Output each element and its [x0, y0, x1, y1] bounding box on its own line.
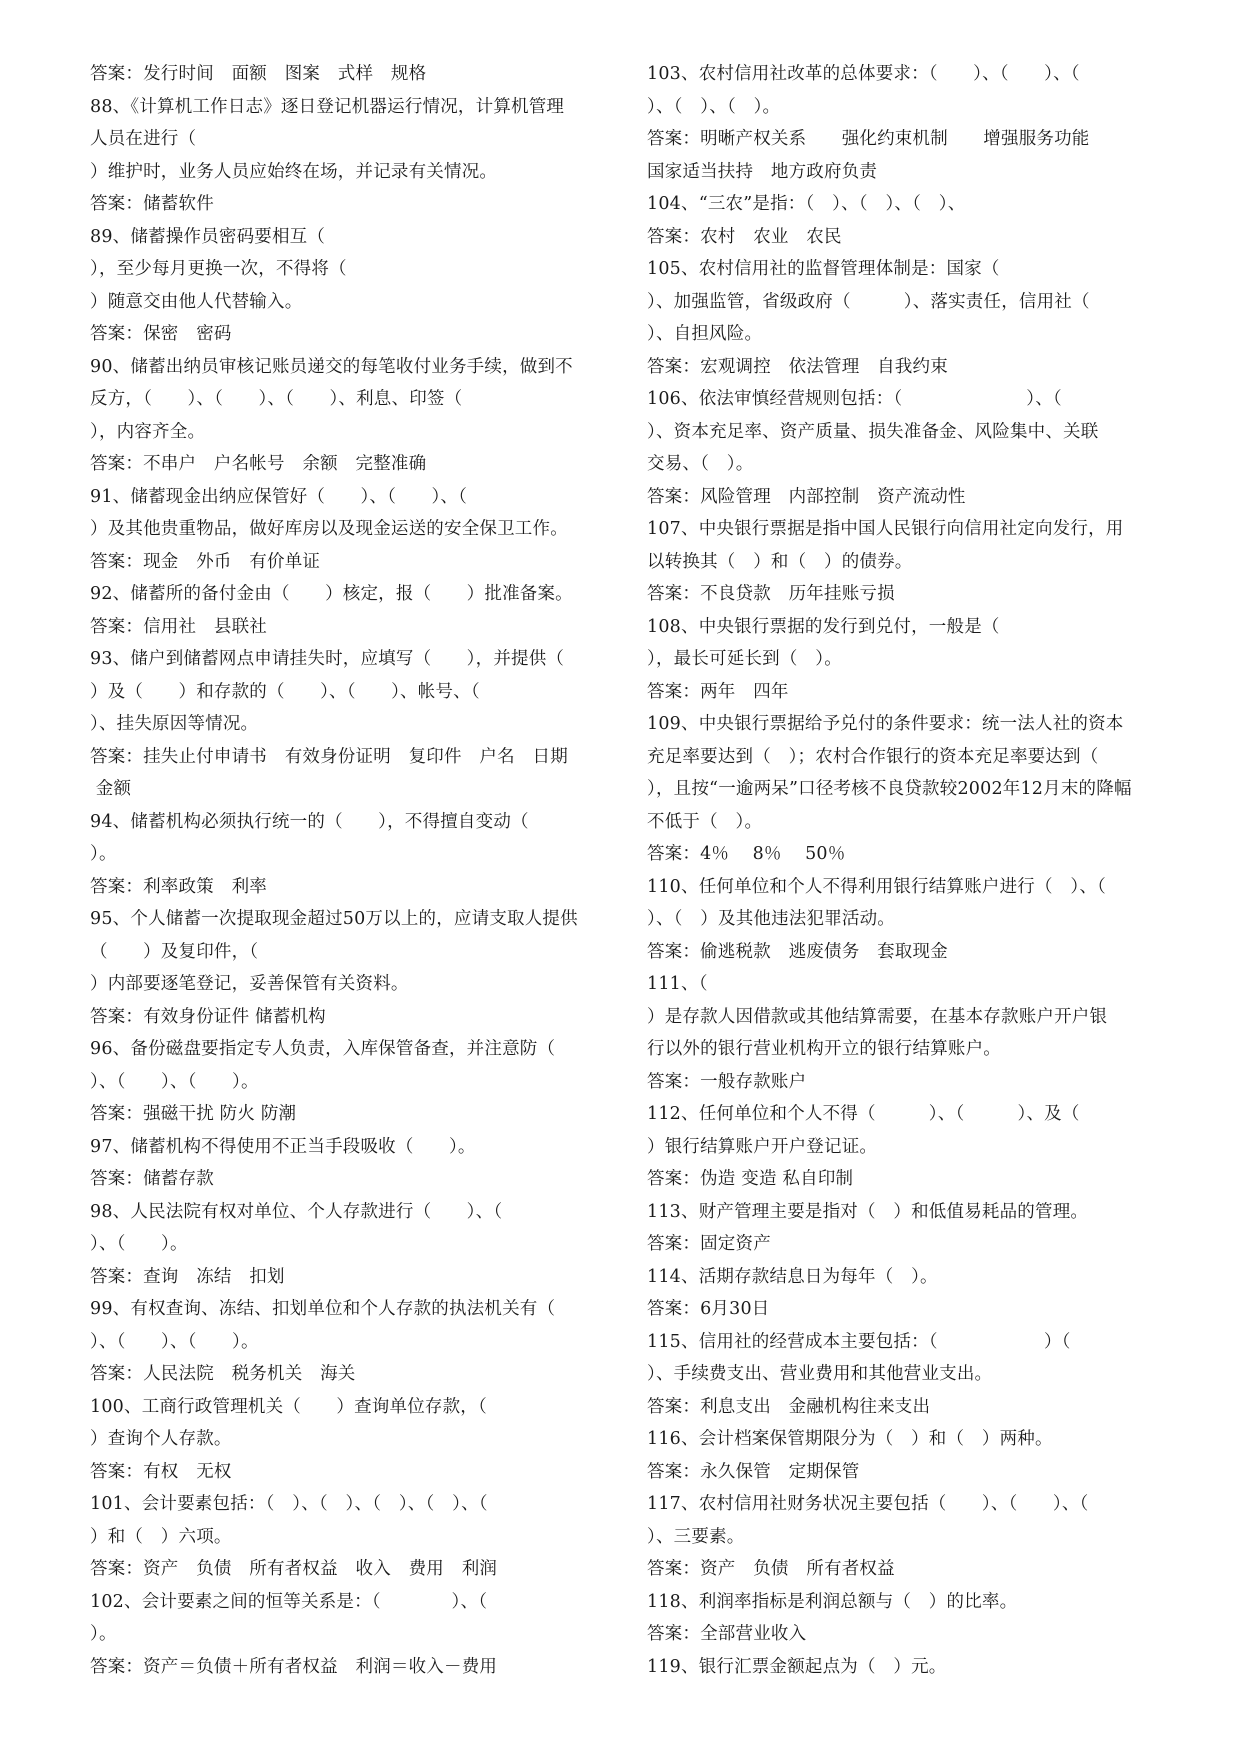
text-line: 96、备份磁盘要指定专人负责，入库保管备查，并注意防（ [90, 1039, 556, 1059]
text-line: ）、（ ）、（ ）。 [90, 1071, 259, 1092]
text-line: ）和（ ）六项。 [90, 1526, 232, 1547]
text-line: 99、有权查询、冻结、扣划单位和个人存款的执法机关有（ [90, 1299, 556, 1319]
text-line: 行以外的银行营业机构开立的银行结算账户。 [647, 1039, 1001, 1059]
text-line: 108、中央银行票据的发行到兑付，一般是（ [647, 616, 1000, 637]
text-line: 88、《计算机工作日志》逐日登记机器运行情况，计算机管理 [90, 96, 565, 117]
text-line: 答案：储蓄软件 [90, 194, 214, 214]
text-line: ）、挂失原因等情况。 [90, 714, 259, 734]
text-line: 119、银行汇票金额起点为（ ）元。 [647, 1656, 947, 1677]
text-line: 94、储蓄机构必须执行统一的（ ），不得擅自变动（ [90, 811, 529, 832]
text-line: 93、储户到储蓄网点申请挂失时，应填写（ ），并提供（ [90, 649, 565, 669]
text-line: 交易、（ ）。 [647, 454, 754, 474]
text-line: 114、活期存款结息日为每年（ ）。 [647, 1266, 938, 1287]
text-line: 答案：风险管理 内部控制 资产流动性 [647, 486, 966, 507]
text-line: 答案：伪造 变造 私自印制 [647, 1169, 854, 1189]
text-line: 答案：有权 无权 [90, 1461, 232, 1482]
text-line: 98、人民法院有权对单位、个人存款进行（ ）、（ [90, 1201, 503, 1222]
text-line: ）、（ ）。 [90, 1234, 188, 1254]
text-line: 答案：利息支出 金融机构往来支出 [647, 1396, 931, 1417]
right-column [647, 58, 1163, 1683]
text-line: ）及其他贵重物品，做好库房以及现金运送的安全保卫工作。 [90, 519, 568, 539]
text-line: ）。 [90, 1624, 117, 1644]
text-line: 92、储蓄所的备付金由（ ）核定，报（ ）批准备案。 [90, 584, 573, 604]
text-line: 112、任何单位和个人不得（ ）、（ ）、及（ [647, 1104, 1080, 1124]
text-line: （ ）及复印件，（ [90, 941, 259, 962]
text-line: ），最长可延长到（ ）。 [647, 649, 842, 669]
text-line: ），且按“一逾两呆”口径考核不良贷款较2002年12月末的降幅 [647, 779, 1132, 799]
text-line: 答案：保密 密码 [90, 324, 232, 344]
text-line: 110、任何单位和个人不得利用银行结算账户进行（ ）、（ [647, 876, 1107, 897]
text-line: 国家适当扶持 地方政府负责 [647, 161, 878, 182]
text-line: 97、储蓄机构不得使用不正当手段吸收（ ）。 [90, 1136, 476, 1157]
text-line: ）、（ ）、（ ）。 [647, 96, 781, 117]
text-line: 答案：农村 农业 农民 [647, 226, 842, 247]
text-line: ）、资本充足率、资产质量、损失准备金、风险集中、关联 [647, 421, 1099, 442]
text-line: 答案：有效身份证件 储蓄机构 [90, 1006, 326, 1027]
text-line: 答案：挂失止付申请书 有效身份证明 复印件 户名 日期 [90, 746, 568, 767]
text-line: 答案：资产 负债 所有者权益 [647, 1559, 895, 1579]
text-line: 103、农村信用社改革的总体要求：（ ）、（ ）、（ [647, 64, 1080, 84]
text-line: ）及（ ）和存款的（ ）、（ ）、帐号、（ [90, 681, 480, 702]
text-line: ）维护时，业务人员应始终在场，并记录有关情况。 [90, 161, 498, 182]
text-line: 89、储蓄操作员密码要相互（ [90, 226, 326, 247]
text-line: 反方，（ ）、（ ）、（ ）、利息、印签（ [90, 389, 463, 409]
text-line: ）查询个人存款。 [90, 1429, 232, 1449]
text-line: 答案：永久保管 定期保管 [647, 1461, 860, 1482]
text-line: 106、依法审慎经营规则包括：（ ）、（ [647, 389, 1062, 409]
text-line: 113、财产管理主要是指对（ ）和低值易耗品的管理。 [647, 1201, 1089, 1222]
text-line: 答案：发行时间 面额 图案 式样 规格 [90, 64, 427, 84]
text-line: ），内容齐全。 [90, 421, 206, 442]
text-line: ）、加强监管，省级政府（ ）、落实责任，信用社（ [647, 291, 1090, 312]
text-line: 104、“三农”是指：（ ）、（ ）、（ ）、 [647, 194, 966, 214]
text-line: 答案：宏观调控 依法管理 自我约束 [647, 356, 948, 377]
text-line: 以转换其（ ）和（ ）的债券。 [647, 551, 913, 572]
text-line: ）随意交由他人代替输入。 [90, 291, 303, 312]
text-line: 109、中央银行票据给予兑付的条件要求：统一法人社的资本 [647, 714, 1124, 734]
text-line: 金额 [90, 779, 132, 799]
text-line: ）。 [90, 844, 117, 864]
text-line: 答案：强磁干扰 防火 防潮 [90, 1104, 297, 1124]
text-line: 答案：一般存款账户 [647, 1071, 807, 1092]
text-line: 105、农村信用社的监督管理体制是：国家（ [647, 259, 1000, 279]
text-line: 答案：6月30日 [647, 1299, 770, 1319]
text-line: ）、手续费支出、营业费用和其他营业支出。 [647, 1364, 993, 1384]
text-line: 答案：现金 外币 有价单证 [90, 551, 321, 572]
text-line: 答案：4％ 8％ 50％ [647, 844, 846, 864]
text-line: 102、会计要素之间的恒等关系是：（ ）、（ [90, 1591, 488, 1612]
text-line: 充足率要达到（ ）；农村合作银行的资本充足率要达到（ [647, 746, 1099, 767]
text-line: 90、储蓄出纳员审核记账员递交的每笔收付业务手续，做到不 [90, 356, 573, 377]
text-line: 不低于（ ）。 [647, 811, 763, 832]
text-line: 答案：全部营业收入 [647, 1624, 807, 1644]
text-line: 人员在进行（ [90, 129, 197, 149]
text-line: 101、会计要素包括：（ ）、（ ）、（ ）、（ ）、（ [90, 1494, 488, 1514]
text-line: 答案：人民法院 税务机关 海关 [90, 1364, 356, 1384]
text-line: 答案：资产＝负债＋所有者权益 利润＝收入－费用 [90, 1656, 498, 1677]
left-column [90, 58, 606, 1683]
text-line: 107、中央银行票据是指中国人民银行向信用社定向发行，用 [647, 519, 1124, 539]
text-line: 91、储蓄现金出纳应保管好（ ）、（ ）、（ [90, 486, 468, 507]
text-line: 答案：利率政策 利率 [90, 876, 267, 897]
text-line: ）、（ ）、（ ）。 [90, 1331, 259, 1352]
text-line: 111、（ [647, 974, 708, 994]
text-line: ）、（ ）及其他违法犯罪活动。 [647, 909, 895, 929]
text-line: 答案：偷逃税款 逃废债务 套取现金 [647, 941, 948, 962]
text-line: 答案：查询 冻结 扣划 [90, 1266, 285, 1287]
text-line: 118、利润率指标是利润总额与（ ）的比率。 [647, 1591, 1018, 1612]
text-line: 答案：不良贷款 历年挂账亏损 [647, 584, 895, 604]
text-line: 答案：不串户 户名帐号 余额 完整准确 [90, 454, 427, 474]
text-line: 116、会计档案保管期限分为（ ）和（ ）两种。 [647, 1429, 1053, 1449]
text-line: ）、自担风险。 [647, 324, 763, 344]
text-line: ）内部要逐笔登记，妥善保管有关资料。 [90, 974, 409, 994]
text-line: ）、三要素。 [647, 1526, 745, 1547]
text-line: 答案：固定资产 [647, 1234, 771, 1254]
text-line: 117、农村信用社财务状况主要包括（ ）、（ ）、（ [647, 1494, 1089, 1514]
text-line: 答案：资产 负债 所有者权益 收入 费用 利润 [90, 1559, 498, 1579]
text-line: 答案：两年 四年 [647, 681, 789, 702]
text-line: ）是存款人因借款或其他结算需要，在基本存款账户开户银 [647, 1006, 1108, 1027]
text-line: 答案：信用社 县联社 [90, 616, 267, 637]
text-line: 95、个人储蓄一次提取现金超过50万以上的，应请支取人提供 [90, 909, 578, 929]
text-line: 答案：明晰产权关系 强化约束机制 增强服务功能 [647, 129, 1090, 149]
text-line: 答案：储蓄存款 [90, 1169, 214, 1189]
text-line: ），至少每月更换一次，不得将（ [90, 259, 347, 279]
text-line: ）银行结算账户开户登记证。 [647, 1136, 878, 1157]
text-line: 115、信用社的经营成本主要包括：（ ）（ [647, 1331, 1071, 1352]
text-line: 100、工商行政管理机关（ ）查询单位存款，（ [90, 1396, 487, 1417]
